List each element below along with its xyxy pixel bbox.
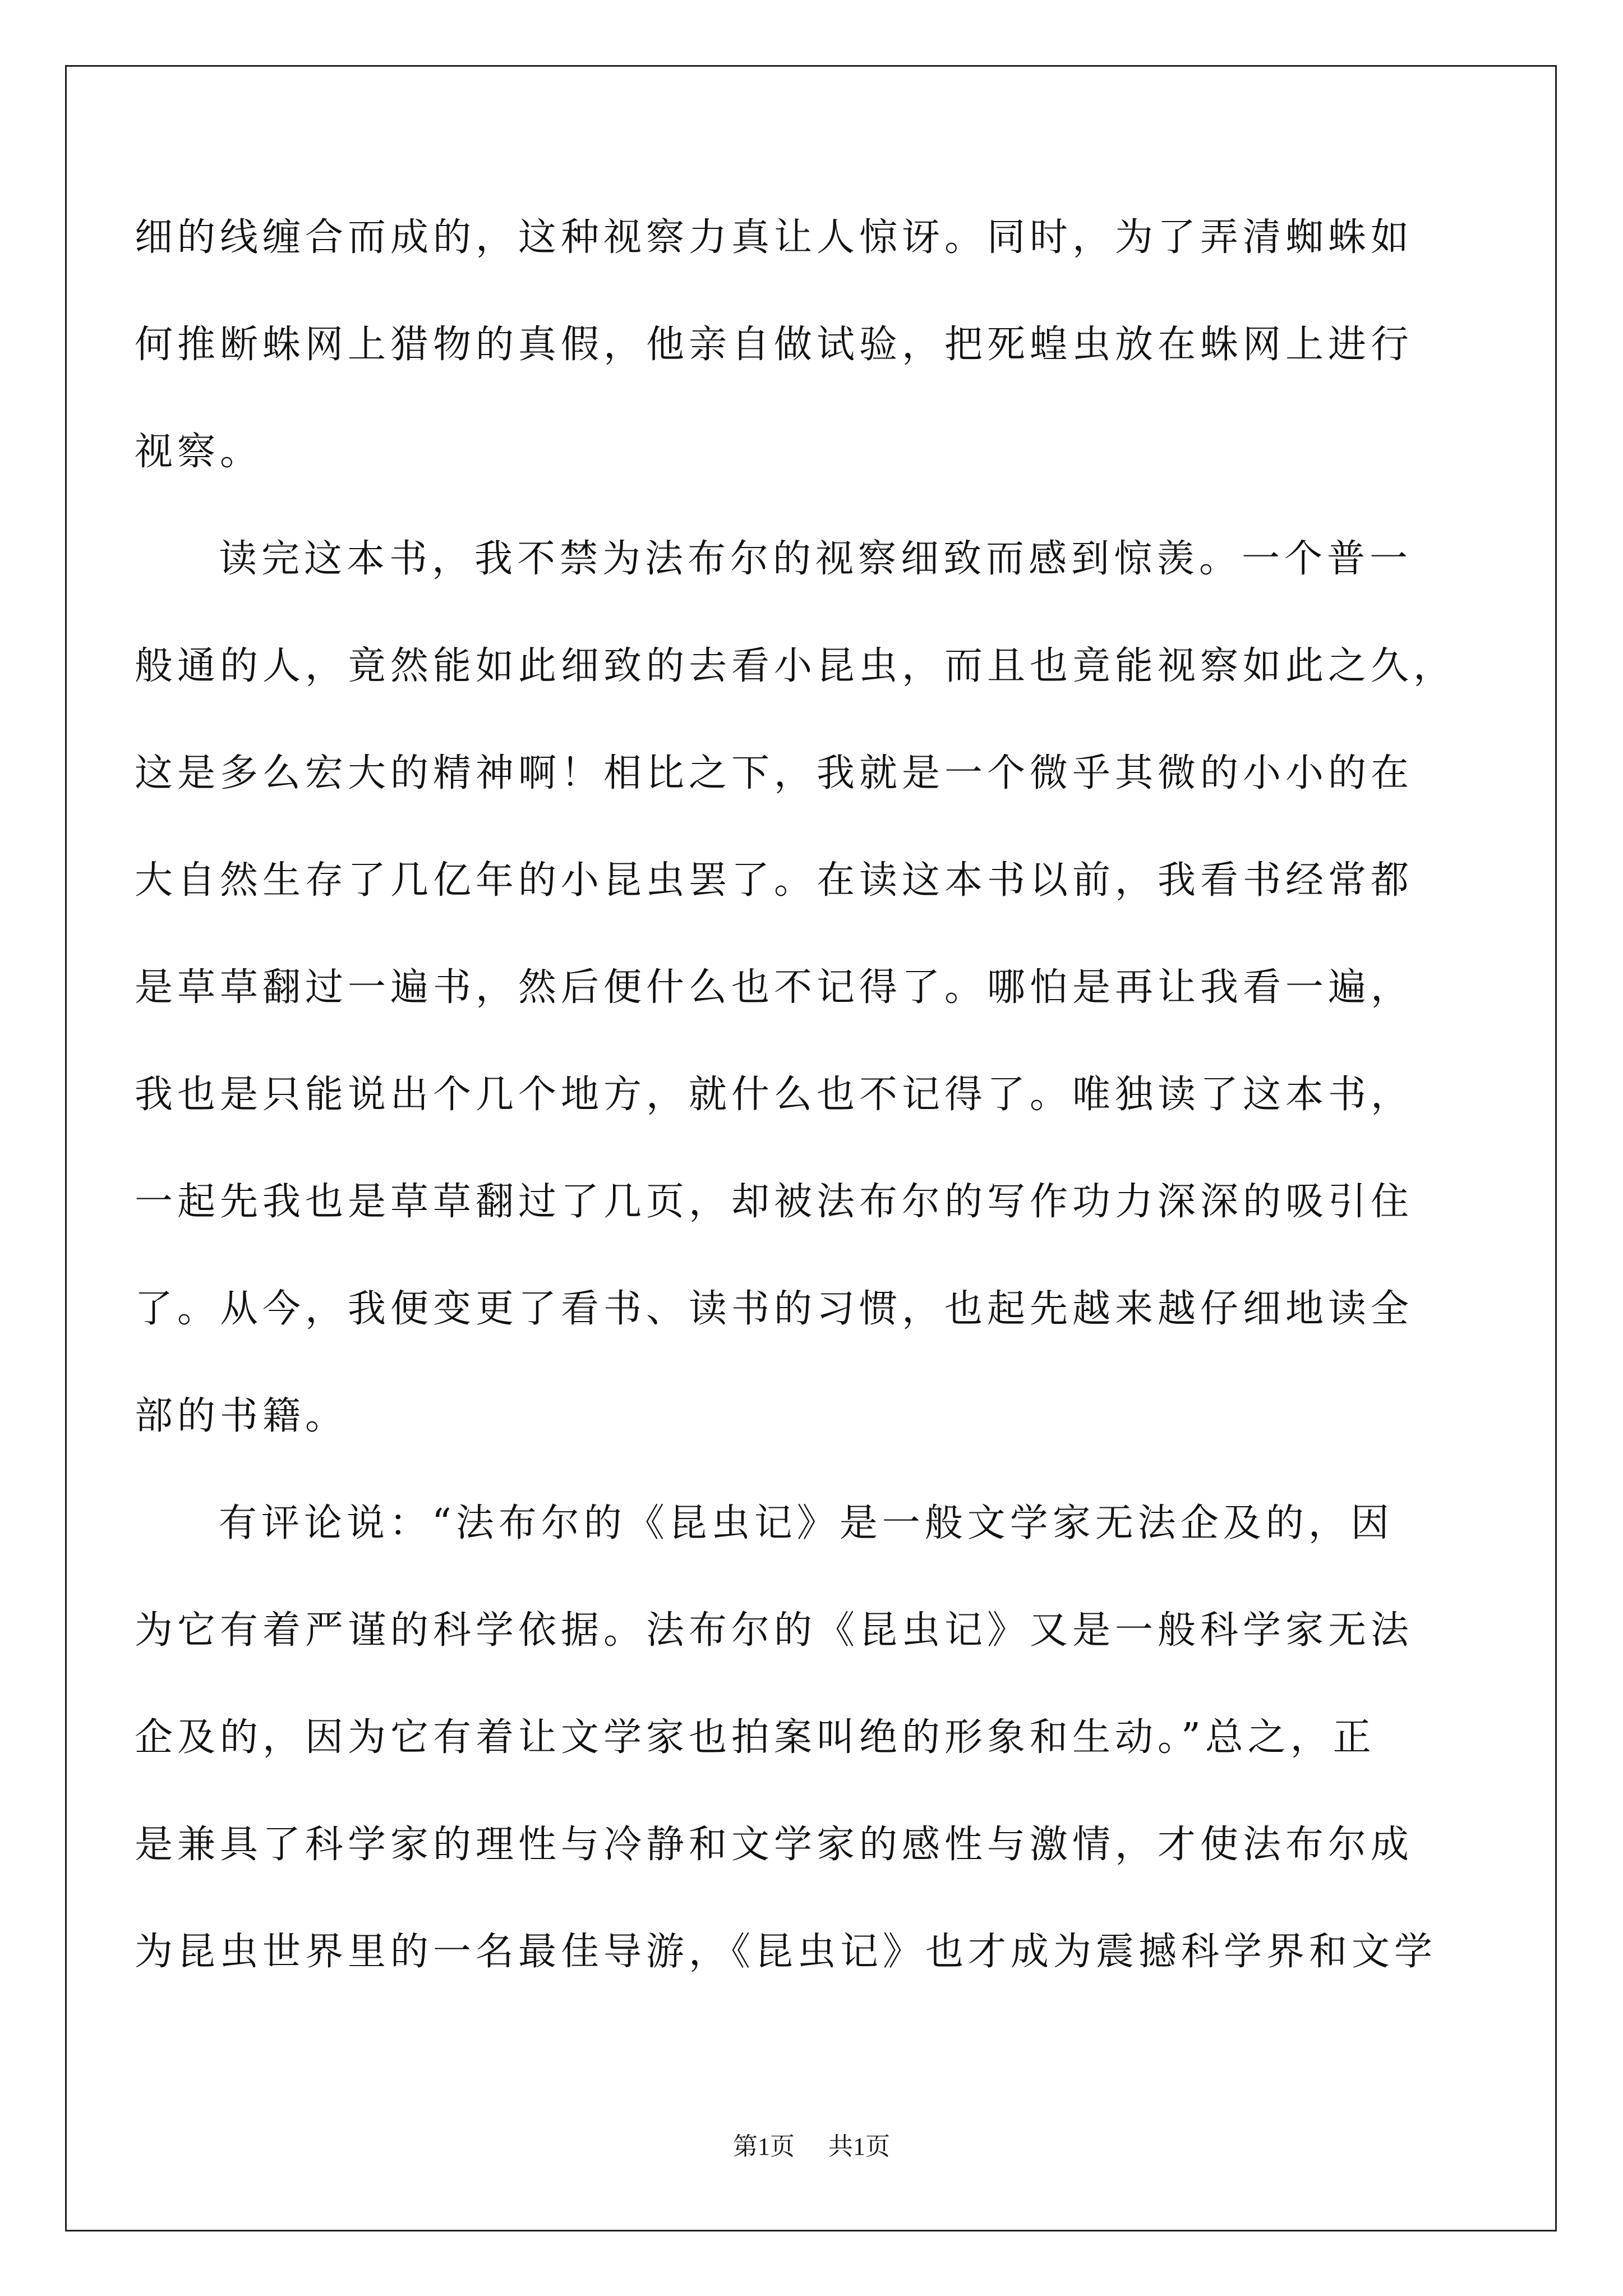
text-line: 是草草翻过一遍书，然后便什么也不记得了。哪怕是再让我看一遍，	[135, 965, 1414, 1010]
page-total: 共1页	[828, 2133, 890, 2160]
text-line: 了。从今，我便变更了看书、读书的习惯，也起先越来越仔细地读全	[135, 1287, 1414, 1331]
text-line: 般通的人，竟然能如此细致的去看小昆虫，而且也竟能视察如此之久，	[135, 644, 1456, 688]
page-number: 第1页	[733, 2133, 795, 2160]
text-line: 有评论说：“法布尔的《昆虫记》是一般文学家无法企及的，因	[219, 1501, 1394, 1545]
text-line: 这是多么宏大的精神啊！相比之下，我就是一个微乎其微的小小的在	[135, 751, 1414, 795]
text-line: 视察。	[135, 430, 263, 474]
text-line: 我也是只能说出个几个地方，就什么也不记得了。唯独读了这本书，	[135, 1073, 1414, 1117]
text-line: 大自然生存了几亿年的小昆虫罢了。在读这本书以前，我看书经常都	[135, 858, 1414, 903]
text-line: 一起先我也是草草翻过了几页，却被法布尔的写作功力深深的吸引住	[135, 1180, 1414, 1224]
text-line: 何推断蛛网上猎物的真假，他亲自做试验，把死蝗虫放在蛛网上进行	[135, 323, 1414, 367]
text-line: 为昆虫世界里的一名最佳导游，《昆虫记》也才成为震撼科学界和文学	[135, 1930, 1437, 1974]
text-line: 部的书籍。	[135, 1394, 348, 1438]
page-footer	[0, 2126, 1623, 2162]
body-text	[135, 215, 1492, 2040]
text-line: 读完这本书，我不禁为法布尔的视察细致而感到惊羡。一个普一	[219, 537, 1413, 581]
text-line: 为它有着严谨的科学依据。法布尔的《昆虫记》又是一般科学家无法	[135, 1608, 1414, 1653]
text-line: 细的线缠合而成的，这种视察力真让人惊讶。同时，为了弄清蜘蛛如	[135, 215, 1414, 260]
text-line: 企及的，因为它有着让文学家也拍案叫绝的形象和生动。”总之，正	[135, 1715, 1376, 1760]
text-line: 是兼具了科学家的理性与冷静和文学家的感性与激情，才使法布尔成	[135, 1823, 1414, 1867]
